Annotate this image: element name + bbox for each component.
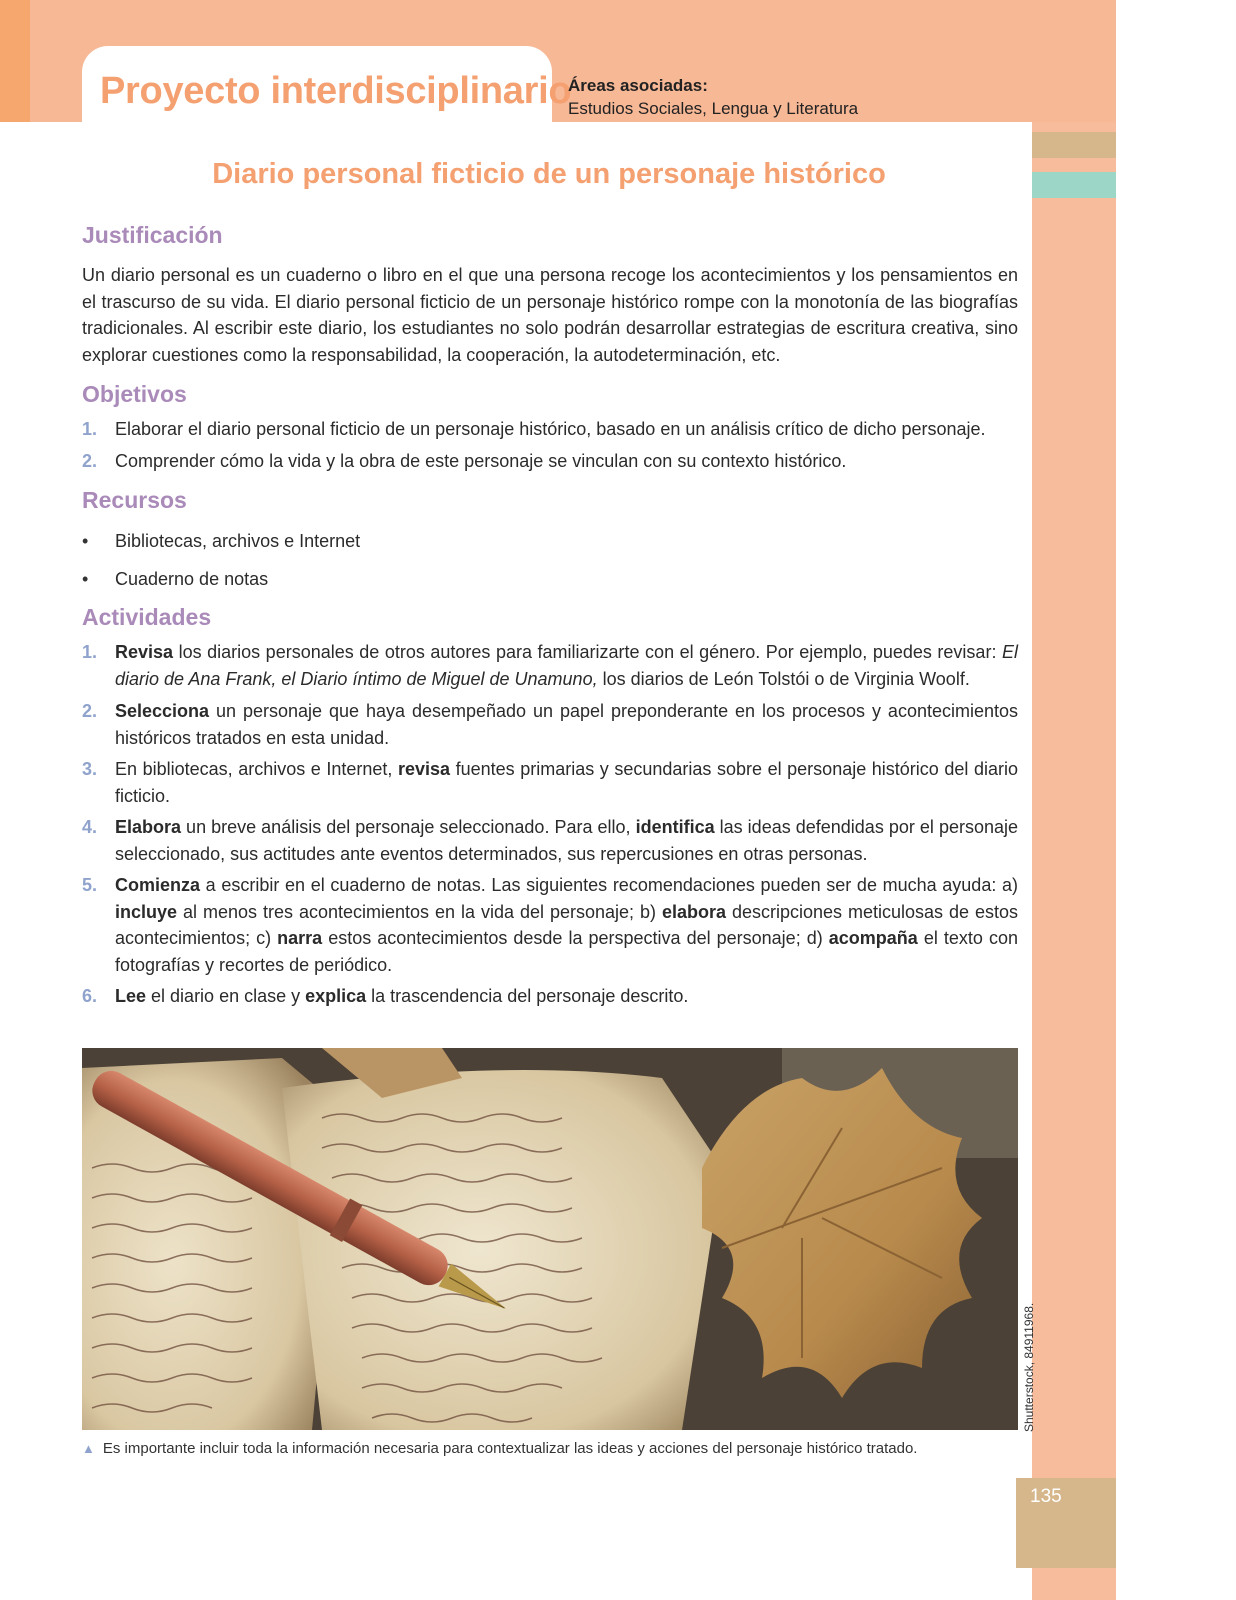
action-verb: elabora [661, 901, 726, 922]
areas-value: Estudios Sociales, Lengua y Literatura [568, 99, 859, 118]
caption-text: Es importante incluir toda la información necesaria para contextualizar las ideas y acciones del personaje histórico tratado. [102, 1440, 918, 1457]
justificacion-text: Un diario personal es un cuaderno o libro en el que una persona recoge los acontecimientos y los pensamientos en el trascurso de su vida. El diario personal ficticio de un personaje histórico rompe con la monotonía de las biografías tradicionales. Al escribir este diario, los estudiantes no solo podrán desarrollar estrategias de escritura creativa, sino explorar cuestiones como la responsabilidad, la cooperación, la autodeterminación, etc. [82, 265, 1018, 365]
header-band-edge [0, 0, 30, 122]
action-verb: Elabora [115, 817, 182, 837]
photo-caption [82, 1440, 917, 1457]
side-marker-teal [1032, 172, 1116, 198]
side-band [1032, 122, 1116, 1600]
recurso-text: Bibliotecas, archivos e Internet [115, 531, 361, 551]
bullet-icon: • [82, 569, 89, 589]
objetivo-text: Comprender cómo la vida y la obra de este personaje se vinculan con su contexto histórico. [115, 451, 847, 471]
text-run: a escribir en el cuaderno de notas. Las siguientes recomendaciones pueden ser de mucha ayuda: a) [200, 875, 1018, 895]
action-verb: explica [305, 986, 367, 1006]
heading-justificacion: Justificación [82, 222, 223, 248]
bullet-icon: • [82, 531, 89, 551]
text-run: fuentes primarias y secundarias sobre el personaje histórico del diario ficticio. [115, 759, 1018, 806]
text-run: el diario en clase y [146, 986, 306, 1006]
objetivo-item [82, 416, 1018, 443]
text-run: En bibliotecas, archivos e Internet, [115, 759, 398, 779]
text-run: un breve análisis del personaje seleccionado. Para ello, [181, 817, 636, 837]
action-verb: narra [277, 928, 323, 948]
action-verb: identifica [635, 817, 715, 837]
actividad-text [115, 814, 1018, 867]
actividad-number: 1. [82, 642, 98, 662]
heading-recursos: Recursos [82, 487, 187, 513]
header-title: Proyecto interdisciplinario [100, 70, 572, 112]
action-verb: revisa [397, 759, 451, 779]
actividad-number: 2. [82, 701, 98, 721]
actividad-item [82, 639, 1018, 692]
side-marker-tan [1032, 132, 1116, 158]
areas-label: Áreas asociadas: [568, 76, 708, 95]
action-verb: Lee [115, 986, 147, 1006]
actividad-item [82, 872, 1018, 978]
italic-titles: El diario de Ana Frank, el Diario íntimo de Miguel de Unamuno, [115, 642, 1018, 689]
objetivo-number: 2. [82, 451, 98, 471]
actividad-number: 3. [82, 759, 98, 779]
document-title: Diario personal ficticio de un personaje histórico [212, 158, 886, 190]
objetivo-number: 1. [82, 419, 98, 439]
objetivo-item [82, 448, 1018, 475]
text-run: estos acontecimientos desde la perspectiva del personaje; d) [322, 928, 829, 948]
actividad-number: 4. [82, 817, 98, 837]
photo-illustration [82, 1048, 1018, 1430]
action-verb: incluye [115, 901, 178, 922]
actividad-item [82, 983, 1018, 1010]
text-run: descripciones meticulosas de estos acontecimientos; c) [115, 901, 1018, 948]
actividad-text [115, 983, 1018, 1010]
right-letter [282, 1070, 722, 1430]
recurso-item [82, 566, 1018, 593]
actividad-number: 5. [82, 875, 98, 895]
actividad-item [82, 814, 1018, 867]
text-run: el texto con fotografías y recortes de periódico. [115, 928, 1018, 975]
action-verb: Comienza [115, 875, 201, 895]
text-run: las ideas defendidas por el personaje seleccionado, sus actitudes ante eventos determinados, sus repercusiones en otras personas. [115, 817, 1018, 864]
text-run: un personaje que haya desempeñado un papel preponderante en los procesos y acontecimientos históricos tratados en esta unidad. [115, 701, 1018, 748]
actividad-text [115, 639, 1018, 692]
text-run: los diarios de León Tolstói o de Virginia Woolf. [597, 668, 970, 689]
actividad-item [82, 756, 1018, 809]
heading-objetivos: Objetivos [82, 381, 187, 407]
photo-credit: Shutterstock, 84911968. [1022, 1302, 1036, 1432]
text-run: la trascendencia del personaje descrito. [366, 986, 689, 1006]
triangle-marker-icon: ▲ [82, 1441, 95, 1456]
action-verb: Revisa [115, 642, 174, 662]
page-number: 135 [1030, 1486, 1062, 1507]
recurso-text: Cuaderno de notas [115, 569, 269, 589]
actividad-text [115, 756, 1018, 809]
text-run: al menos tres acontecimientos en la vida del personaje; b) [177, 901, 662, 922]
actividad-number: 6. [82, 986, 98, 1006]
action-verb: Selecciona [115, 701, 210, 721]
objetivo-text: Elaborar el diario personal ficticio de un personaje histórico, basado en un análisis crítico de dicho personaje. [115, 419, 986, 439]
actividad-text [115, 872, 1018, 978]
recurso-item [82, 528, 1018, 555]
heading-actividades: Actividades [82, 604, 212, 630]
action-verb: acompaña [828, 928, 918, 948]
photo-diary-letters [82, 1048, 1018, 1430]
text-run: los diarios personales de otros autores para familiarizarte con el género. Por ejemplo, puedes revisar: [173, 642, 1002, 662]
actividad-item [82, 698, 1018, 751]
actividad-text [115, 698, 1018, 751]
